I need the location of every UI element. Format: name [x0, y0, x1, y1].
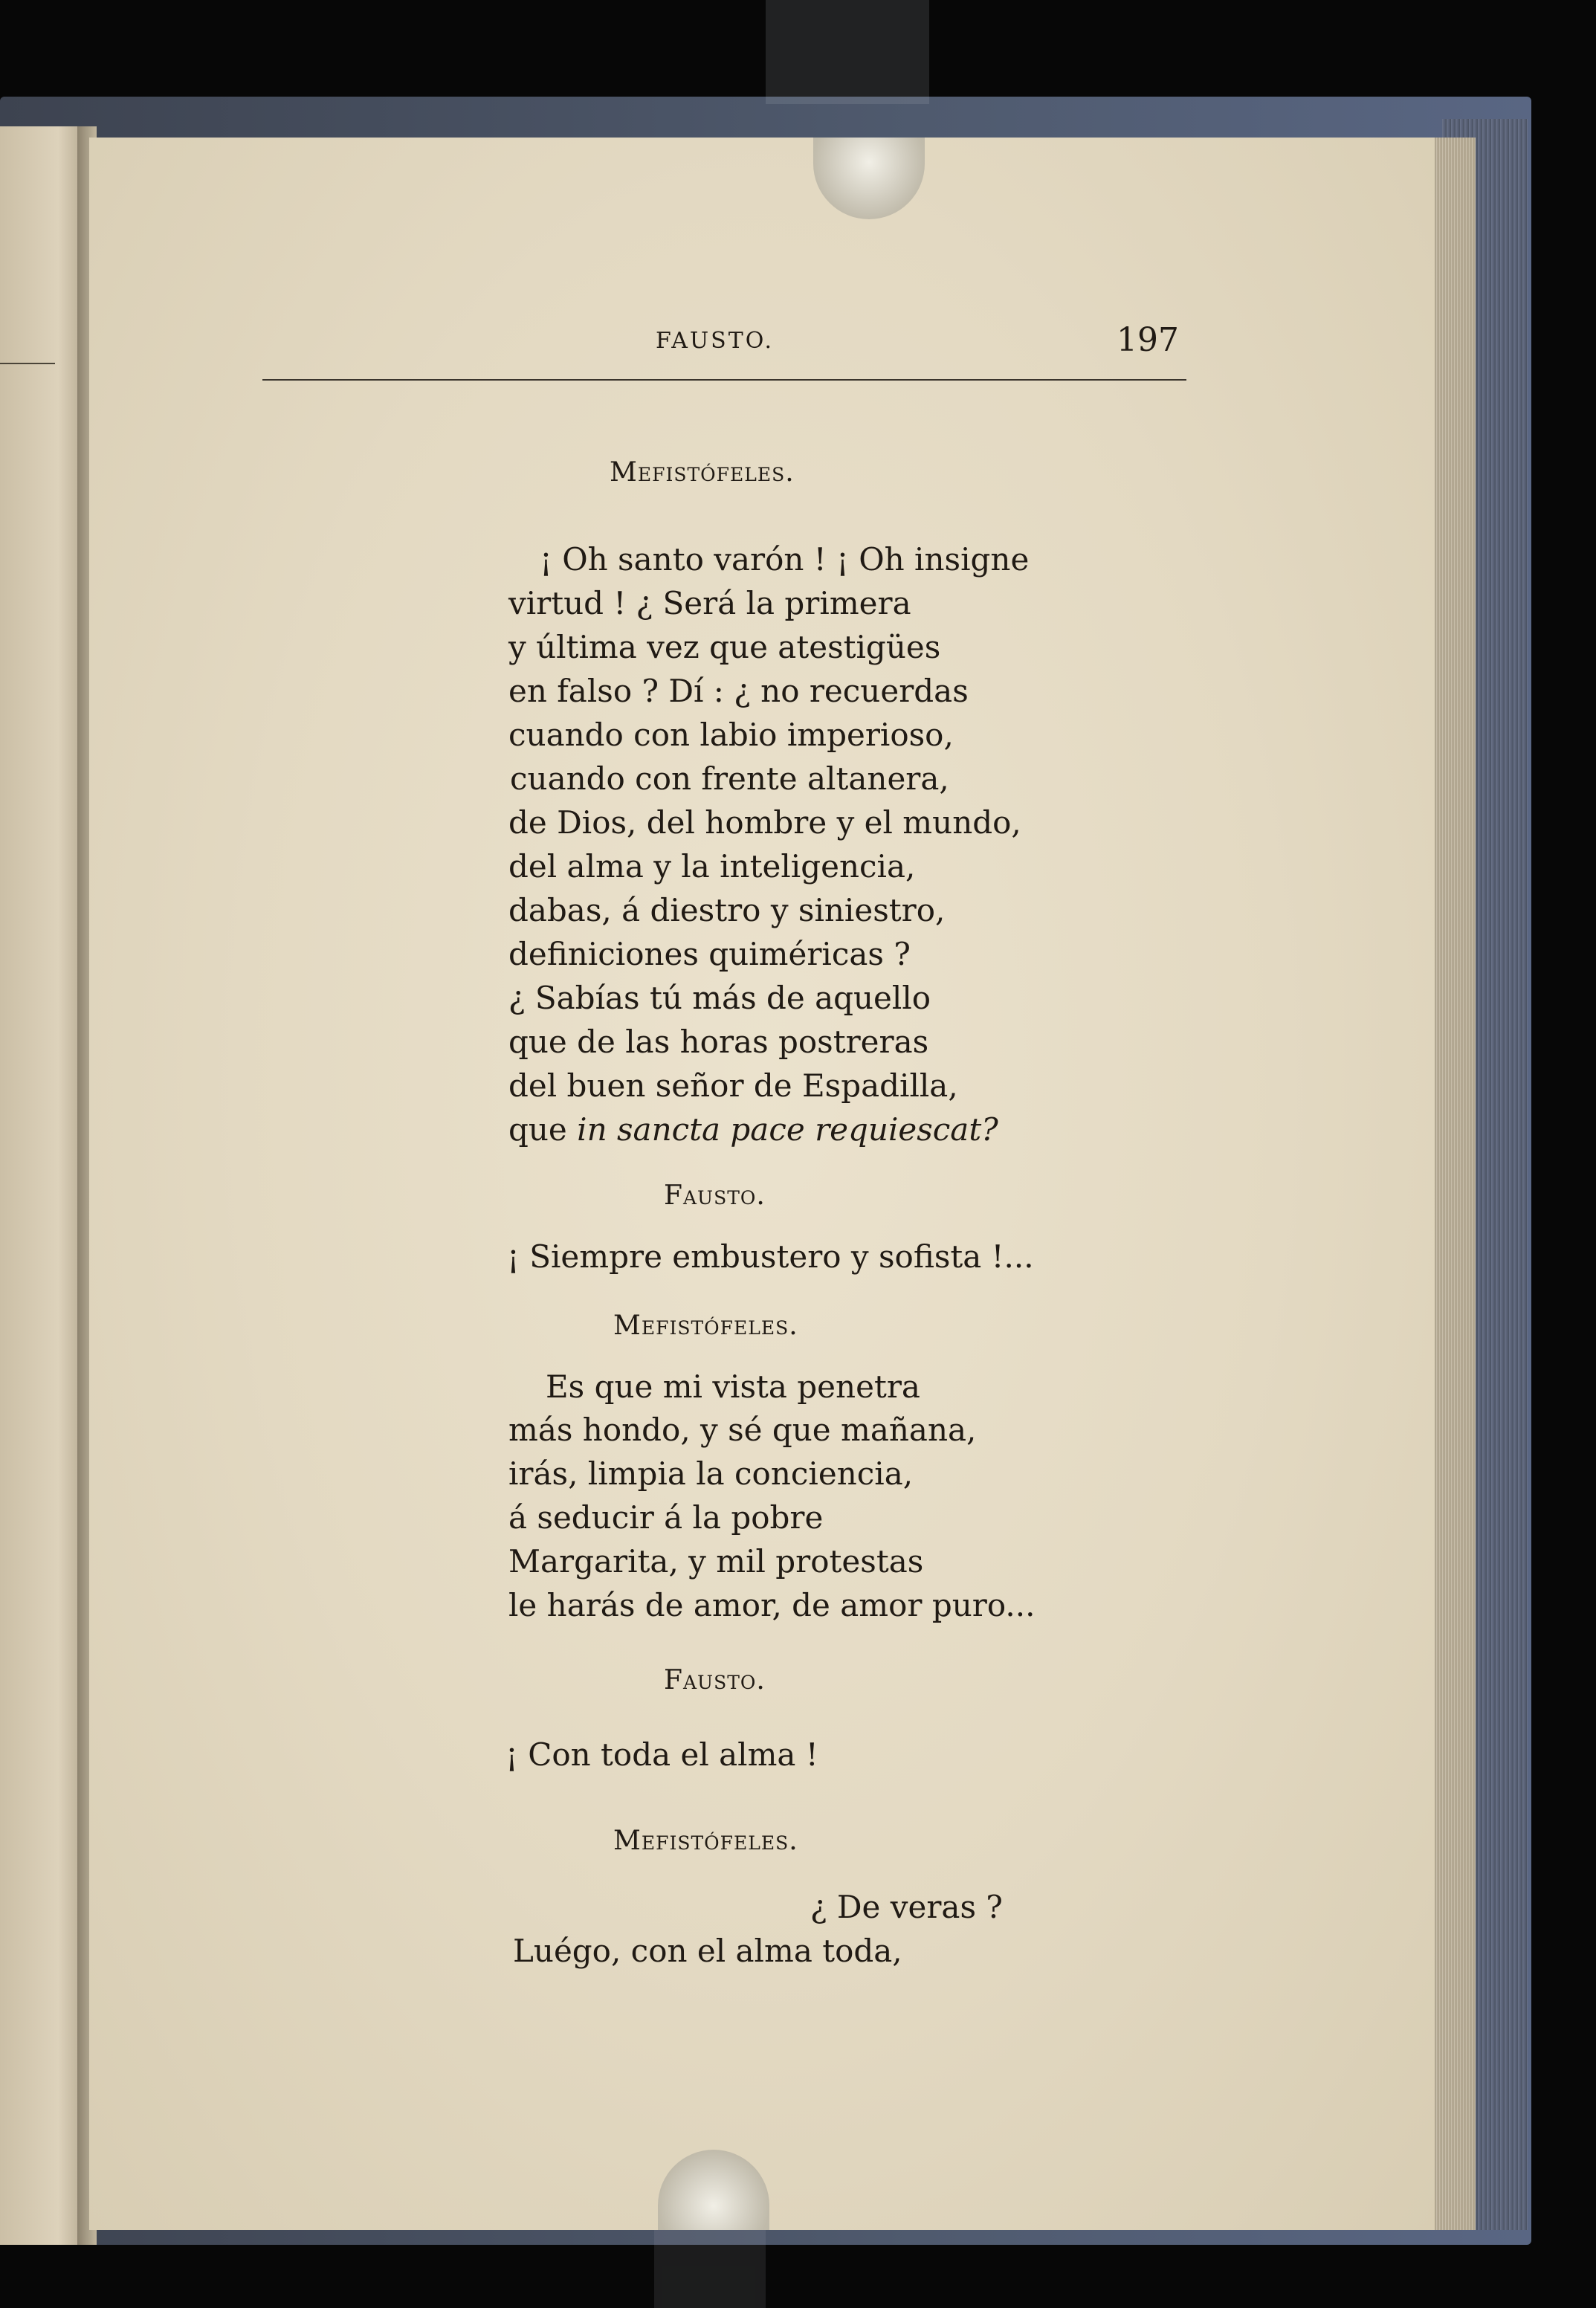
verse-line: definiciones quiméricas ? — [508, 936, 911, 972]
verse-line: de Dios, del hombre y el mundo, — [508, 804, 1021, 841]
header-rule — [262, 379, 1186, 381]
verse-line-latin — [508, 1111, 998, 1148]
verse-line: irás, limpia la conciencia, — [508, 1455, 914, 1492]
verse-line: y última vez que atestigües — [508, 629, 941, 665]
clip-strap-bottom — [654, 2230, 766, 2308]
left-page — [0, 126, 83, 2245]
verse-line: ¿ De veras ? — [810, 1889, 1003, 1925]
verse-line: á seducir á la pobre — [508, 1499, 824, 1536]
speaker-name: Fausto. — [664, 1665, 766, 1696]
verse-line: ¡ Oh santo varón ! ¡ Oh insigne — [540, 541, 1030, 578]
verse-line: virtud ! ¿ Será la primera — [508, 585, 911, 621]
speaker-name: Mefistófeles. — [613, 1310, 798, 1341]
verse-line: le harás de amor, de amor puro... — [508, 1587, 1036, 1623]
verse-line: del buen señor de Espadilla, — [508, 1067, 958, 1104]
speaker-name: Mefistófeles. — [613, 1826, 798, 1856]
left-page-rule — [0, 363, 55, 364]
verse-line: Luégo, con el alma toda, — [513, 1933, 902, 1969]
page-edges — [1431, 138, 1476, 2230]
verse-line: cuando con labio imperioso, — [508, 717, 954, 753]
verse-line: más hondo, y sé que mañana, — [508, 1412, 977, 1448]
clip-strap-top — [766, 0, 929, 104]
verse-line: ¿ Sabías tú más de aquello — [508, 980, 931, 1016]
verse-line: dabas, á diestro y siniestro, — [508, 892, 946, 928]
verse-line: que de las horas postreras — [508, 1024, 929, 1060]
verse-line: en falso ? Dí : ¿ no recuerdas — [508, 673, 969, 709]
verse-line: Margarita, y mil protestas — [508, 1543, 924, 1580]
latin-phrase: in sancta pace requiescat? — [577, 1111, 998, 1148]
verse-line: Es que mi vista penetra — [546, 1368, 920, 1405]
verse-line-prefix: que — [508, 1111, 567, 1148]
verse-line: ¡ Con toda el alma ! — [505, 1736, 818, 1773]
verse-line: ¡ Siempre embustero y sofista !... — [507, 1238, 1034, 1275]
speaker-name: Fausto. — [664, 1180, 766, 1211]
speaker-name: Mefistófeles. — [610, 457, 795, 488]
verse-line: del alma y la inteligencia, — [508, 848, 916, 885]
verse-line: cuando con frente altanera, — [510, 760, 949, 797]
running-head: FAUSTO. — [656, 328, 775, 354]
page-number: 197 — [1117, 321, 1179, 359]
